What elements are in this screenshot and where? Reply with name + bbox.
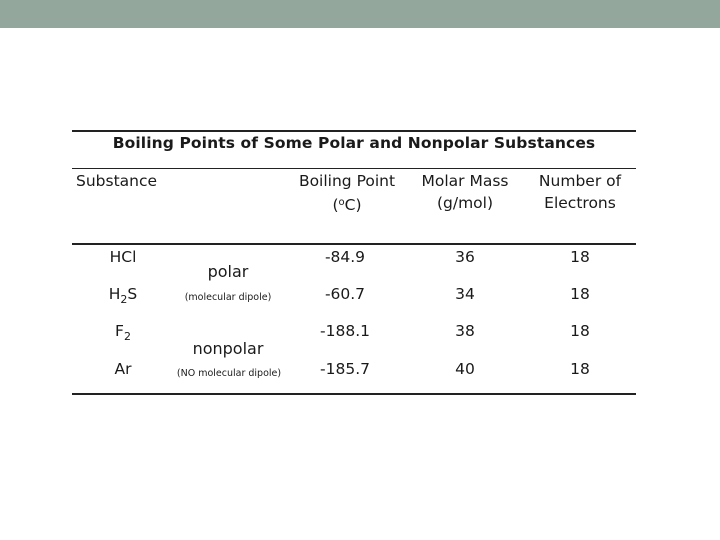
polar-group-note: (molecular dipole) [184,292,272,303]
header-substance: Substance [76,172,158,190]
electrons-cell: 18 [570,248,590,266]
table-title: Boiling Points of Some Polar and Nonpolar Substances [112,134,596,152]
bottom-rule [72,393,636,395]
header-molar-mass [412,170,518,214]
electrons-cell: 18 [570,360,590,378]
substance-symbol: F [115,322,124,340]
electrons-cell: 18 [570,285,590,303]
nonpolar-group-note: (NO molecular dipole) [176,368,282,379]
header-electrons [528,170,632,214]
molar-mass-cell: 38 [455,322,475,340]
header-bp-unit: C) [344,196,362,214]
substance-symbol: HCl [109,248,137,266]
title-rule [72,168,636,169]
substance-symbol: Ar [114,360,132,378]
header-electrons-line1: Number of [538,172,622,190]
header-bp-degree: o [338,197,345,208]
header-electrons-line2: Electrons [544,194,616,212]
substance-symbol-suffix: S [127,285,138,303]
substance-cell [78,360,168,381]
top-rule [72,130,636,132]
substance-symbol: H [108,285,121,303]
boiling-point-cell: -188.1 [320,322,370,340]
substance-cell [78,322,168,343]
top-banner [0,0,720,28]
electrons-cell: 18 [570,322,590,340]
header-rule [72,243,636,245]
polar-group-label: polar [207,262,249,281]
molar-mass-cell: 34 [455,285,475,303]
substance-subscript: 2 [123,330,131,343]
substance-cell [78,248,168,269]
header-boiling-point [292,170,402,216]
boiling-point-cell: -84.9 [324,248,366,266]
header-boiling-point-line2 [292,192,402,216]
boiling-point-cell: -60.7 [324,285,366,303]
nonpolar-group-label: nonpolar [192,339,264,358]
header-boiling-point-line1: Boiling Point [298,172,396,190]
molar-mass-cell: 36 [455,248,475,266]
boiling-point-cell: -185.7 [320,360,370,378]
molar-mass-cell: 40 [455,360,475,378]
header-molar-mass-line1: Molar Mass [421,172,509,190]
substance-cell [78,285,168,306]
header-molar-mass-line2: (g/mol) [436,194,494,212]
header-bp-open: ( [332,196,339,214]
substance-subscript: 2 [120,293,128,306]
